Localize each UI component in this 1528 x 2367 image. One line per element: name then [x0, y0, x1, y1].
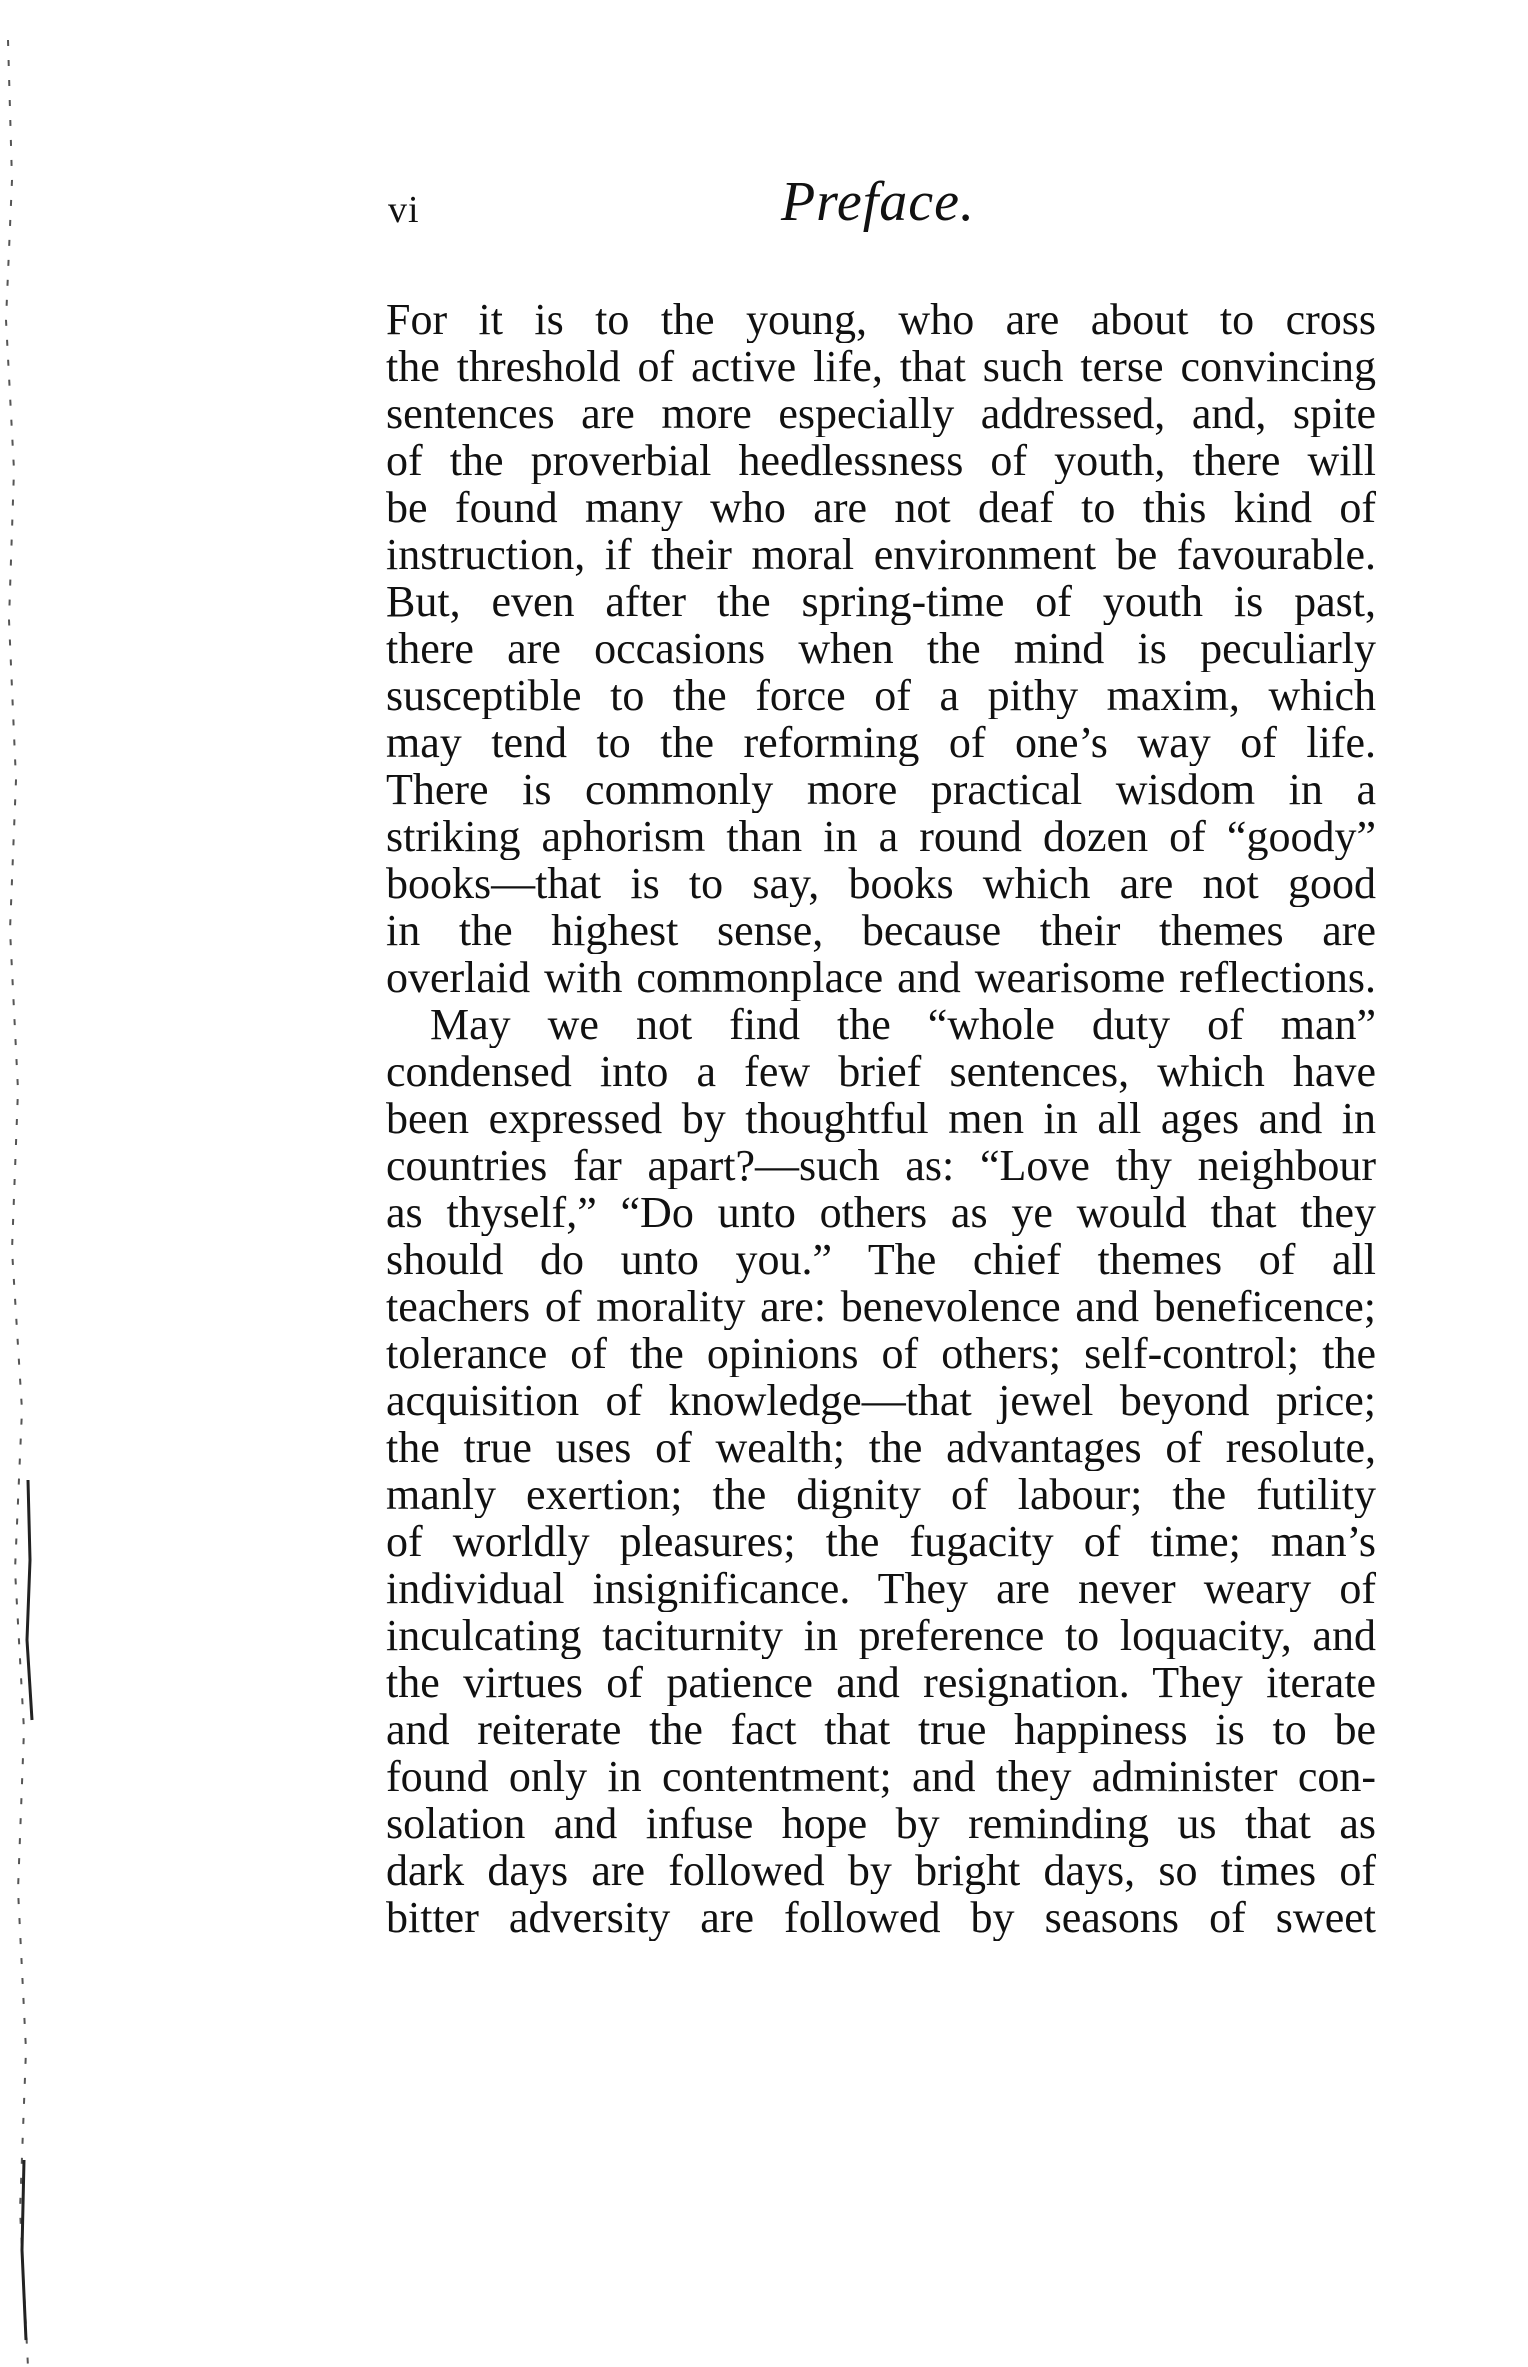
text-line: inculcating taciturnity in preference to loquacity, and [386, 1612, 1376, 1659]
text-line: as thyself,” “Do unto others as ye would that they [386, 1189, 1376, 1236]
text-line: overlaid with commonplace and wearisome reflections. [386, 954, 1376, 1001]
text-line: the threshold of active life, that such terse convincing [386, 343, 1376, 390]
text-line: tolerance of the opinions of others; self-control; the [386, 1330, 1376, 1377]
text-line: should do unto you.” The chief themes of all [386, 1236, 1376, 1283]
text-line: manly exertion; the dignity of labour; the futility [386, 1471, 1376, 1518]
text-line: been expressed by thoughtful men in all ages and in [386, 1095, 1376, 1142]
page-number: vi [388, 189, 420, 231]
text-line: of the proverbial heedlessness of youth, there will [386, 437, 1376, 484]
text-line: condensed into a few brief sentences, which have [386, 1048, 1376, 1095]
text-line: in the highest sense, because their themes are [386, 907, 1376, 954]
text-line: sentences are more especially addressed, and, spite [386, 390, 1376, 437]
text-line: the true uses of wealth; the advantages of resolute, [386, 1424, 1376, 1471]
running-head [388, 170, 1368, 240]
text-line: susceptible to the force of a pithy maxim, which [386, 672, 1376, 719]
body-text [386, 296, 1376, 1941]
binding-edge-decoration [0, 0, 46, 2367]
text-line: be found many who are not deaf to this kind of [386, 484, 1376, 531]
text-line: countries far apart?—such as: “Love thy neighbour [386, 1142, 1376, 1189]
text-line: of worldly pleasures; the fugacity of time; man’s [386, 1518, 1376, 1565]
text-line: may tend to the reforming of one’s way of life. [386, 719, 1376, 766]
text-line: instruction, if their moral environment be favourable. [386, 531, 1376, 578]
text-line: there are occasions when the mind is peculiarly [386, 625, 1376, 672]
text-line: There is commonly more practical wisdom in a [386, 766, 1376, 813]
text-line: teachers of morality are: benevolence and beneficence; [386, 1283, 1376, 1330]
text-line: bitter adversity are followed by seasons of sweet [386, 1894, 1376, 1941]
text-line: books—that is to say, books which are not good [386, 860, 1376, 907]
text-line: solation and infuse hope by reminding us that as [386, 1800, 1376, 1847]
text-line: and reiterate the fact that true happiness is to be [386, 1706, 1376, 1753]
text-line: May we not find the “whole duty of man” [430, 1001, 1376, 1048]
text-line: But, even after the spring-time of youth is past, [386, 578, 1376, 625]
text-line: acquisition of knowledge—that jewel beyond price; [386, 1377, 1376, 1424]
text-line: individual insignificance. They are never weary of [386, 1565, 1376, 1612]
text-line: dark days are followed by bright days, so times of [386, 1847, 1376, 1894]
page-heading: Preface. [780, 171, 976, 233]
text-line: the virtues of patience and resignation. They iterate [386, 1659, 1376, 1706]
text-line: For it is to the young, who are about to cross [386, 296, 1376, 343]
text-line: striking aphorism than in a round dozen of “goody” [386, 813, 1376, 860]
text-line: found only in contentment; and they administer con- [386, 1753, 1376, 1800]
